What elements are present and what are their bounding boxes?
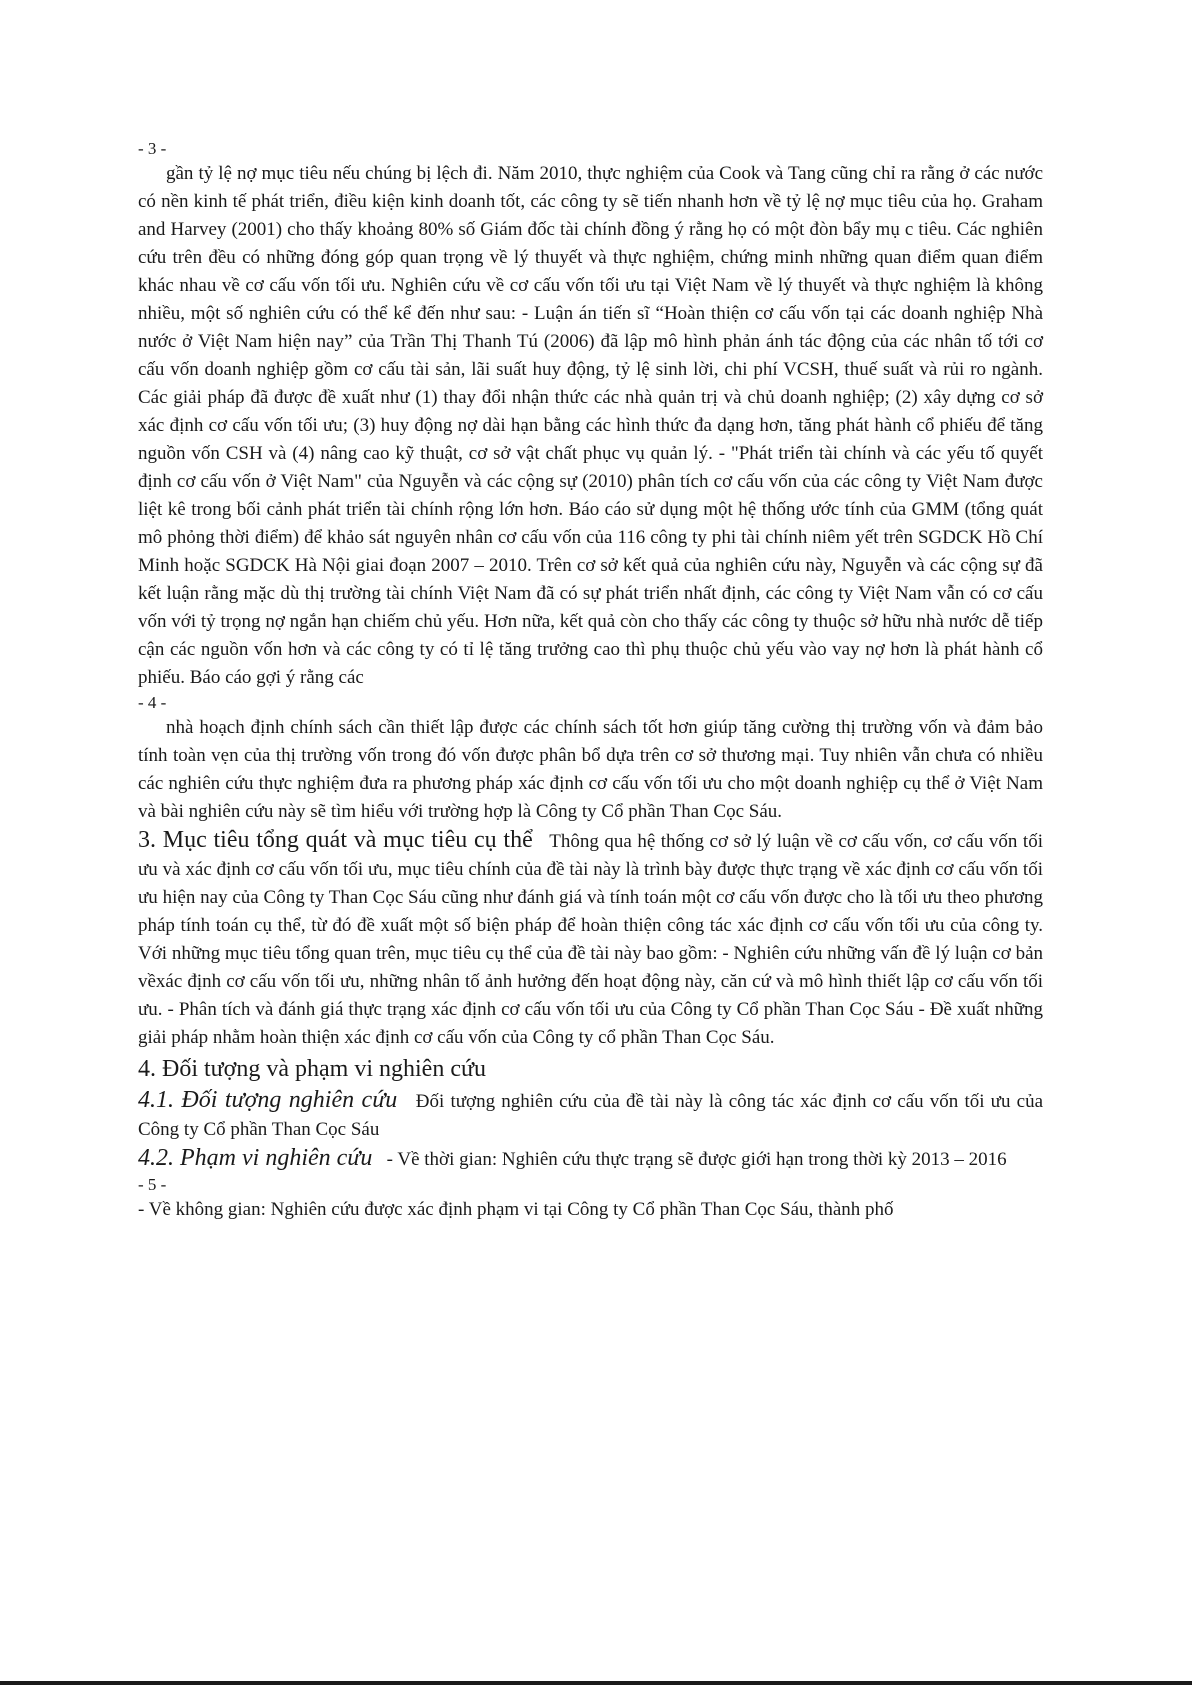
section-4-1-body: Đối tượng nghiên cứu của đề tài này là công tác xác định cơ cấu vốn tối ưu của Công ty Cổ phần Than Cọc Sáu [138, 1091, 1043, 1140]
section-4-1-heading: 4.1. Đối tượng nghiên cứu [138, 1087, 398, 1113]
document-page [138, 138, 1043, 1224]
section-4-2-paragraph [138, 1144, 1043, 1174]
page3-body-paragraph: gần tỷ lệ nợ mục tiêu nếu chúng bị lệch đi. Năm 2010, thực nghiệm của Cook và Tang cũng chỉ ra rằng ở các nước có nền kinh tế phát triển, điều kiện kinh doanh tốt, các công ty sẽ tiến nhanh hơn về tỷ lệ nợ mục tiêu của họ. Graham and Harvey (2001) cho thấy khoảng 80% số Giám đốc tài chính đồng ý rằng họ có một đòn bẩy mụ c tiêu. Các nghiên cứu trên đều có những đóng góp quan trọng về lý thuyết và thực nghiệm, chứng minh những quan điểm quan điểm khác nhau về cơ cấu vốn tối ưu. Nghiên cứu về cơ cấu vốn tối ưu tại Việt Nam về lý thuyết và thực nghiệm là không nhiều, một số nghiên cứu có thể kể đến như sau: - Luận án tiến sĩ “Hoàn thiện cơ cấu vốn tại các doanh nghiệp Nhà nước ở Việt Nam hiện nay” của Trần Thị Thanh Tú (2006) đã lập mô hình phản ánh tác động của các nhân tố tới cơ cấu vốn doanh nghiệp gồm cơ cấu tài sản, lãi suất huy động, tỷ lệ sinh lời, chi phí VCSH, thuế suất và rủi ro ngành. Các giải pháp đã được đề xuất như (1) thay đổi nhận thức các nhà quản trị và chủ doanh nghiệp; (2) xây dựng cơ sở xác định cơ cấu vốn tối ưu; (3) huy động nợ dài hạn bằng các hình thức đa dạng hơn, tăng phát hành cổ phiếu để tăng nguồn vốn CSH và (4) nâng cao kỹ thuật, cơ sở vật chất phục vụ quản lý. - "Phát triển tài chính và các yếu tố quyết định cơ cấu vốn ở Việt Nam" của Nguyễn và các cộng sự (2010) phân tích cơ cấu vốn của các công ty Việt Nam được liệt kê trong bối cảnh phát triển tài chính rộng lớn hơn. Báo cáo sử dụng một hệ thống ước tính của GMM (tổng quát mô phỏng thời điểm) để khảo sát nguyên nhân cơ cấu vốn của 116 công ty phi tài chính niêm yết trên SGDCK Hồ Chí Minh hoặc SGDCK Hà Nội giai đoạn 2007 – 2010. Trên cơ sở kết quả của nghiên cứu này, Nguyễn và các cộng sự đã kết luận rằng mặc dù thị trường tài chính Việt Nam đã có sự phát triển nhất định, các công ty Việt Nam vẫn có cơ cấu vốn với tỷ trọng nợ ngắn hạn chiếm chủ yếu. Hơn nữa, kết quả còn cho thấy các công ty thuộc sở hữu nhà nước dễ tiếp cận các nguồn vốn hơn và các công ty có tỉ lệ tăng trưởng cao thì phụ thuộc chủ yếu vào vay nợ hơn là phát hành cổ phiếu. Báo cáo gợi ý rằng các [138, 163, 1043, 688]
section-3-heading: 3. Mục tiêu tổng quát và mục tiêu cụ thể [138, 827, 533, 853]
page-number-3: - 3 - [138, 139, 167, 158]
section-4-1-paragraph [138, 1086, 1043, 1144]
page-number-5: - 5 - [138, 1175, 167, 1194]
bottom-edge-bar [0, 1681, 1192, 1685]
section-4-heading: 4. Đối tượng và phạm vi nghiên cứu [138, 1056, 486, 1082]
section-3-paragraph [138, 826, 1043, 1052]
section-3-body: Thông qua hệ thống cơ sở lý luận về cơ cấu vốn, cơ cấu vốn tối ưu và xác định cơ cấu vốn tối ưu, mục tiêu chính của đề tài này là trình bày được thực trạng về xác định cơ cấu vốn tối ưu hiện nay của Công ty Than Cọc Sáu cũng như đánh giá và tính toán một cơ cấu vốn được cho là tối ưu theo phương pháp tính toán cụ thể, từ đó đề xuất một số biện pháp để hoàn thiện công tác xác định cơ cấu vốn tối ưu của công ty. Với những mục tiêu tổng quan trên, mục tiêu cụ thể của đề tài này bao gồm: - Nghiên cứu những vấn đề lý luận cơ bản vềxác định cơ cấu vốn tối ưu, những nhân tố ảnh hưởng đến hoạt động này, căn cứ và mô hình thiết lập cơ cấu vốn tối ưu. - Phân tích và đánh giá thực trạng xác định cơ cấu vốn tối ưu của Công ty Cổ phần Than Cọc Sáu - Đề xuất những giải pháp nhằm hoàn thiện xác định cơ cấu vốn của Công ty cổ phần Than Cọc Sáu. [138, 831, 1043, 1048]
page4-body-paragraph: nhà hoạch định chính sách cần thiết lập được các chính sách tốt hơn giúp tăng cường thị trường vốn và đảm bảo tính toàn vẹn của thị trường vốn trong đó vốn được phân bổ dựa trên cơ sở thương mại. Tuy nhiên vẫn chưa có nhiều các nghiên cứu thực nghiệm đưa ra phương pháp xác định cơ cấu vốn tối ưu cho một doanh nghiệp cụ thể ở Việt Nam và bài nghiên cứu này sẽ tìm hiểu với trường hợp là Công ty Cổ phần Than Cọc Sáu. [138, 717, 1043, 822]
page-number-4: - 4 - [138, 693, 167, 712]
section-4-2-heading: 4.2. Phạm vi nghiên cứu [138, 1145, 373, 1171]
page5-body-line: - Về không gian: Nghiên cứu được xác định phạm vi tại Công ty Cổ phần Than Cọc Sáu, thành phố [138, 1199, 894, 1220]
section-4-2-body: - Về thời gian: Nghiên cứu thực trạng sẽ được giới hạn trong thời kỳ 2013 – 2016 [386, 1149, 1007, 1170]
